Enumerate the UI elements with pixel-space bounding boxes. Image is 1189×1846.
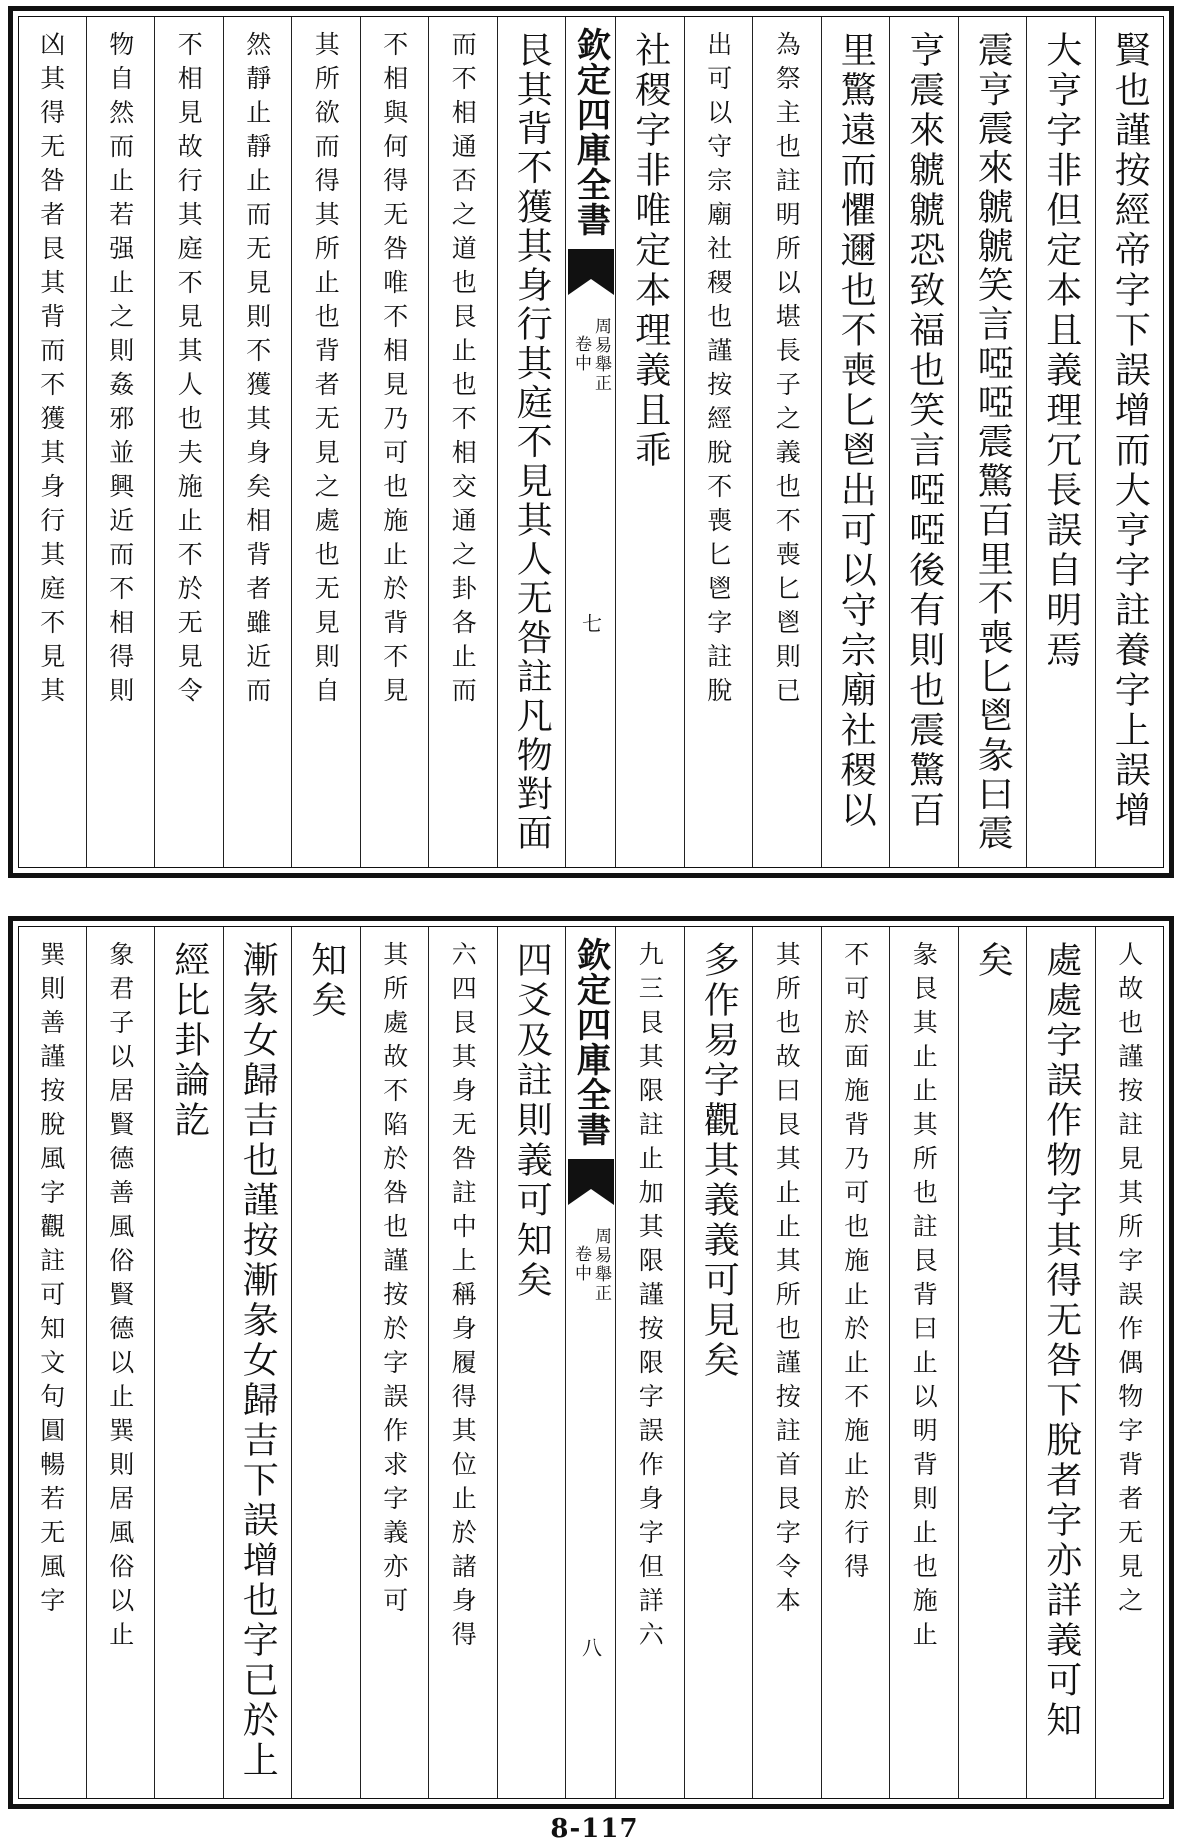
column-text: 然靜止靜止而无見則不獲其身矣相背者雖近而: [242, 31, 272, 711]
folio-number: 七: [578, 613, 603, 633]
column-text: 不可於面施背乃可也施止於止不施止於行得: [840, 941, 870, 1587]
inner-frame: [18, 926, 1164, 1799]
fish-tail-mark: [566, 249, 615, 313]
column-text: 彖艮其止止其所也註艮背曰止以明背則止也施止: [909, 941, 939, 1655]
column-text: 其所也故曰艮其止止其所也謹按註首艮字令本: [772, 941, 802, 1621]
text-column: [17, 17, 86, 867]
column-text: 不相見故行其庭不見其人也夫施止不於无見令: [174, 31, 204, 711]
text-column: [17, 927, 86, 1798]
column-text: 不相與何得无咎唯不相見乃可也施止於背不見: [379, 31, 409, 711]
center-title: 欽定四庫全書: [570, 27, 611, 237]
text-columns: [19, 17, 1163, 867]
text-column: [497, 927, 566, 1798]
text-column: [1026, 17, 1095, 867]
column-text: 九三艮其限註止加其限謹按限字誤作身字但詳六: [635, 941, 665, 1655]
column-text: 象君子以居賢德善風俗賢德以止巽則居風俗以止: [105, 941, 135, 1655]
text-column: [154, 927, 223, 1798]
center-subtitle-volume: 卷中: [571, 335, 591, 373]
column-text: 其所處故不陷於咎也謹按於字誤作求字義亦可: [379, 941, 409, 1621]
column-text: 凶其得无咎者艮其背而不獲其身行其庭不見其: [36, 31, 66, 711]
text-column: [958, 927, 1027, 1798]
text-column: [615, 927, 684, 1798]
text-column: [291, 17, 360, 867]
inner-frame: [18, 16, 1164, 868]
center-column: [565, 17, 615, 867]
text-column: [497, 17, 566, 867]
text-column: [1026, 927, 1095, 1798]
center-subtitle-book: 周易舉正: [591, 317, 611, 393]
column-text: 多作易字觀其義義可見矣: [698, 941, 740, 1381]
upper-book-page: [8, 6, 1174, 878]
center-subtitle-book: 周易舉正: [591, 1227, 611, 1303]
text-column: [223, 17, 292, 867]
column-text: 物自然而止若强止之則姦邪並興近而不相得則: [105, 31, 135, 711]
column-text: 人故也謹按註見其所字誤作偶物字背者无見之: [1114, 941, 1144, 1621]
text-column: [360, 927, 429, 1798]
text-column: [1095, 927, 1164, 1798]
text-column: [1095, 17, 1164, 867]
text-column: [684, 927, 753, 1798]
text-columns: [19, 927, 1163, 1798]
center-subtitle-volume: 卷中: [571, 1245, 591, 1283]
column-text: 處處字誤作物字其得无咎下脫者字亦詳義可知: [1040, 941, 1082, 1741]
column-text: 社稷字非唯定本理義且乖: [629, 31, 671, 471]
text-column: [428, 17, 497, 867]
column-text: 而不相通否之道也艮止也不相交通之卦各止而: [448, 31, 478, 711]
text-column: [223, 927, 292, 1798]
text-column: [821, 927, 890, 1798]
text-column: [615, 17, 684, 867]
column-text: 六四艮其身无咎註中上稱身履得其位止於諸身得: [448, 941, 478, 1655]
column-text: 為祭主也註明所以堪長子之義也不喪匕鬯則已: [772, 31, 802, 711]
center-column: [565, 927, 615, 1798]
text-column: [86, 927, 155, 1798]
column-text: 亨震來虩虩恐致福也笑言啞啞後有則也震驚百: [903, 31, 945, 831]
column-text: 經比卦論訖: [168, 941, 210, 1141]
fish-tail-mark: [566, 1159, 615, 1223]
text-column: [291, 927, 360, 1798]
column-text: 里驚遠而懼邇也不喪匕鬯出可以守宗廟社稷以: [835, 31, 877, 831]
text-column: [428, 927, 497, 1798]
text-column: [360, 17, 429, 867]
column-text: 出可以守宗廟社稷也謹按經脫不喪匕鬯字註脫: [703, 31, 733, 711]
text-column: [86, 17, 155, 867]
column-text: 四爻及註則義可知矣: [511, 941, 553, 1301]
text-column: [821, 17, 890, 867]
column-text: 巽則善謹按脫風字觀註可知文句圓暢若无風字: [36, 941, 66, 1621]
column-text: 矣: [972, 941, 1014, 981]
page-number: 8-117: [550, 1814, 639, 1844]
text-column: [684, 17, 753, 867]
text-column: [154, 17, 223, 867]
text-column: [752, 927, 821, 1798]
text-column: [958, 17, 1027, 867]
text-column: [889, 927, 958, 1798]
text-column: [752, 17, 821, 867]
column-text: 其所欲而得其所止也背者无見之處也无見則自: [311, 31, 341, 711]
column-text: 大亨字非但定本且義理冗長誤自明焉: [1040, 31, 1082, 671]
column-text: 賢也謹按經帝字下誤增而大亨字註養字上誤增: [1109, 31, 1151, 831]
column-text: 艮其背不獲其身行其庭不見其人无咎註凡物對面: [511, 31, 553, 853]
column-text: 漸彖女歸吉也謹按漸彖女歸吉下誤增也字已於上: [237, 941, 279, 1781]
lower-book-page: [8, 916, 1174, 1809]
folio-number: 八: [578, 1637, 603, 1657]
column-text: 知矣: [305, 941, 347, 1021]
column-text: 震亨震來虩虩笑言啞啞震驚百里不喪匕鬯彖曰震: [972, 31, 1014, 853]
text-column: [889, 17, 958, 867]
center-title: 欽定四庫全書: [570, 937, 611, 1147]
